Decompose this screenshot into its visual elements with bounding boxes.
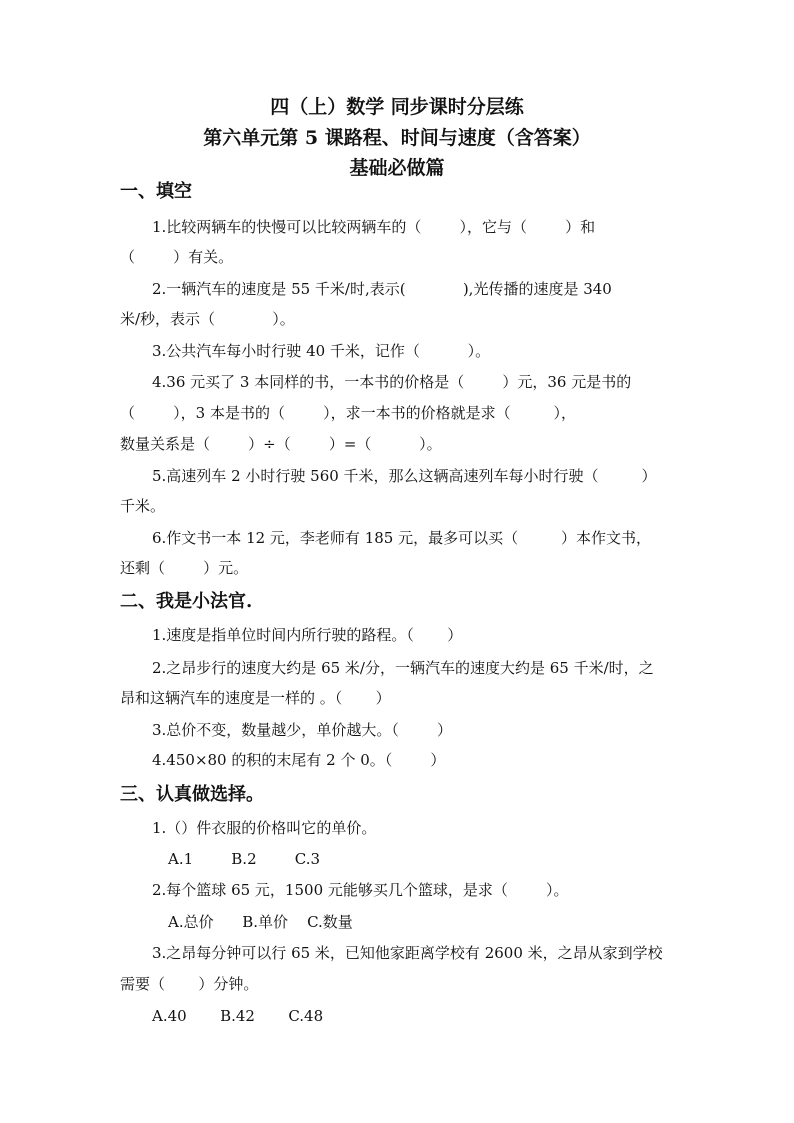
question-line: （ ），3 本是书的（ ），求一本书的价格就是求（ ），	[120, 404, 577, 422]
document-subtitle: 第六单元第 5 课路程、时间与速度（含答案）	[203, 127, 591, 149]
question-line: 1.比较两辆车的快慢可以比较两辆车的（ ），它与（ ）和	[152, 218, 596, 236]
answer-options: A.40 B.42 C.48	[152, 1007, 324, 1025]
section-heading-fill-blank: 一、填空	[120, 181, 192, 202]
section-heading-true-false: 二、我是小法官.	[120, 591, 253, 612]
question-line: 1.（）件衣服的价格叫它的单价。	[152, 819, 377, 837]
question-line: 1.速度是指单位时间内所行驶的路程。（ ）	[152, 626, 463, 644]
question-line: 4.450×80 的积的末尾有 2 个 0。（ ）	[152, 751, 446, 769]
question-line: 2.之昂步行的速度大约是 65 米/分，一辆汽车的速度大约是 65 千米/时，之	[152, 659, 654, 677]
question-line: 昂和这辆汽车的速度是一样的 。（ ）	[120, 689, 391, 707]
question-line: 还剩（ ）元。	[120, 559, 249, 577]
question-line: 4.36 元买了 3 本同样的书，一本书的价格是（ ）元，36 元是书的	[152, 373, 632, 391]
question-line: 5.高速列车 2 小时行驶 560 千米，那么这辆高速列车每小时行驶（ ）	[152, 467, 657, 485]
question-line: 3.总价不变，数量越少，单价越大。（ ）	[152, 721, 452, 739]
question-line: 需要（ ）分钟。	[120, 975, 259, 993]
question-line: 6.作文书一本 12 元，李老师有 185 元，最多可以买（ ）本作文书，	[152, 529, 652, 547]
question-line: 2.一辆汽车的速度是 55 千米/时,表示( ),光传播的速度是 340	[152, 280, 612, 298]
question-line: （ ）有关。	[120, 248, 234, 266]
answer-options: A.总价 B.单价 C.数量	[168, 913, 353, 931]
question-line: 2.每个篮球 65 元，1500 元能够买几个篮球，是求（ ）。	[152, 881, 569, 899]
document-title: 四（上）数学 同步课时分层练	[270, 96, 524, 118]
question-line: 米/秒，表示（ ）。	[120, 310, 295, 328]
question-line: 3.公共汽车每小时行驶 40 千米，记作（ ）。	[152, 342, 491, 360]
question-line: 数量关系是（ ）÷（ ）=（ ）。	[120, 435, 442, 453]
question-line: 3.之昂每分钟可以行 65 米，已知他家距离学校有 2600 米，之昂从家到学校	[152, 944, 663, 962]
answer-options: A.1 B.2 C.3	[168, 850, 321, 868]
question-line: 千米。	[120, 497, 166, 515]
document-section-level: 基础必做篇	[349, 157, 445, 179]
section-heading-multiple-choice: 三、认真做选择。	[120, 784, 264, 805]
